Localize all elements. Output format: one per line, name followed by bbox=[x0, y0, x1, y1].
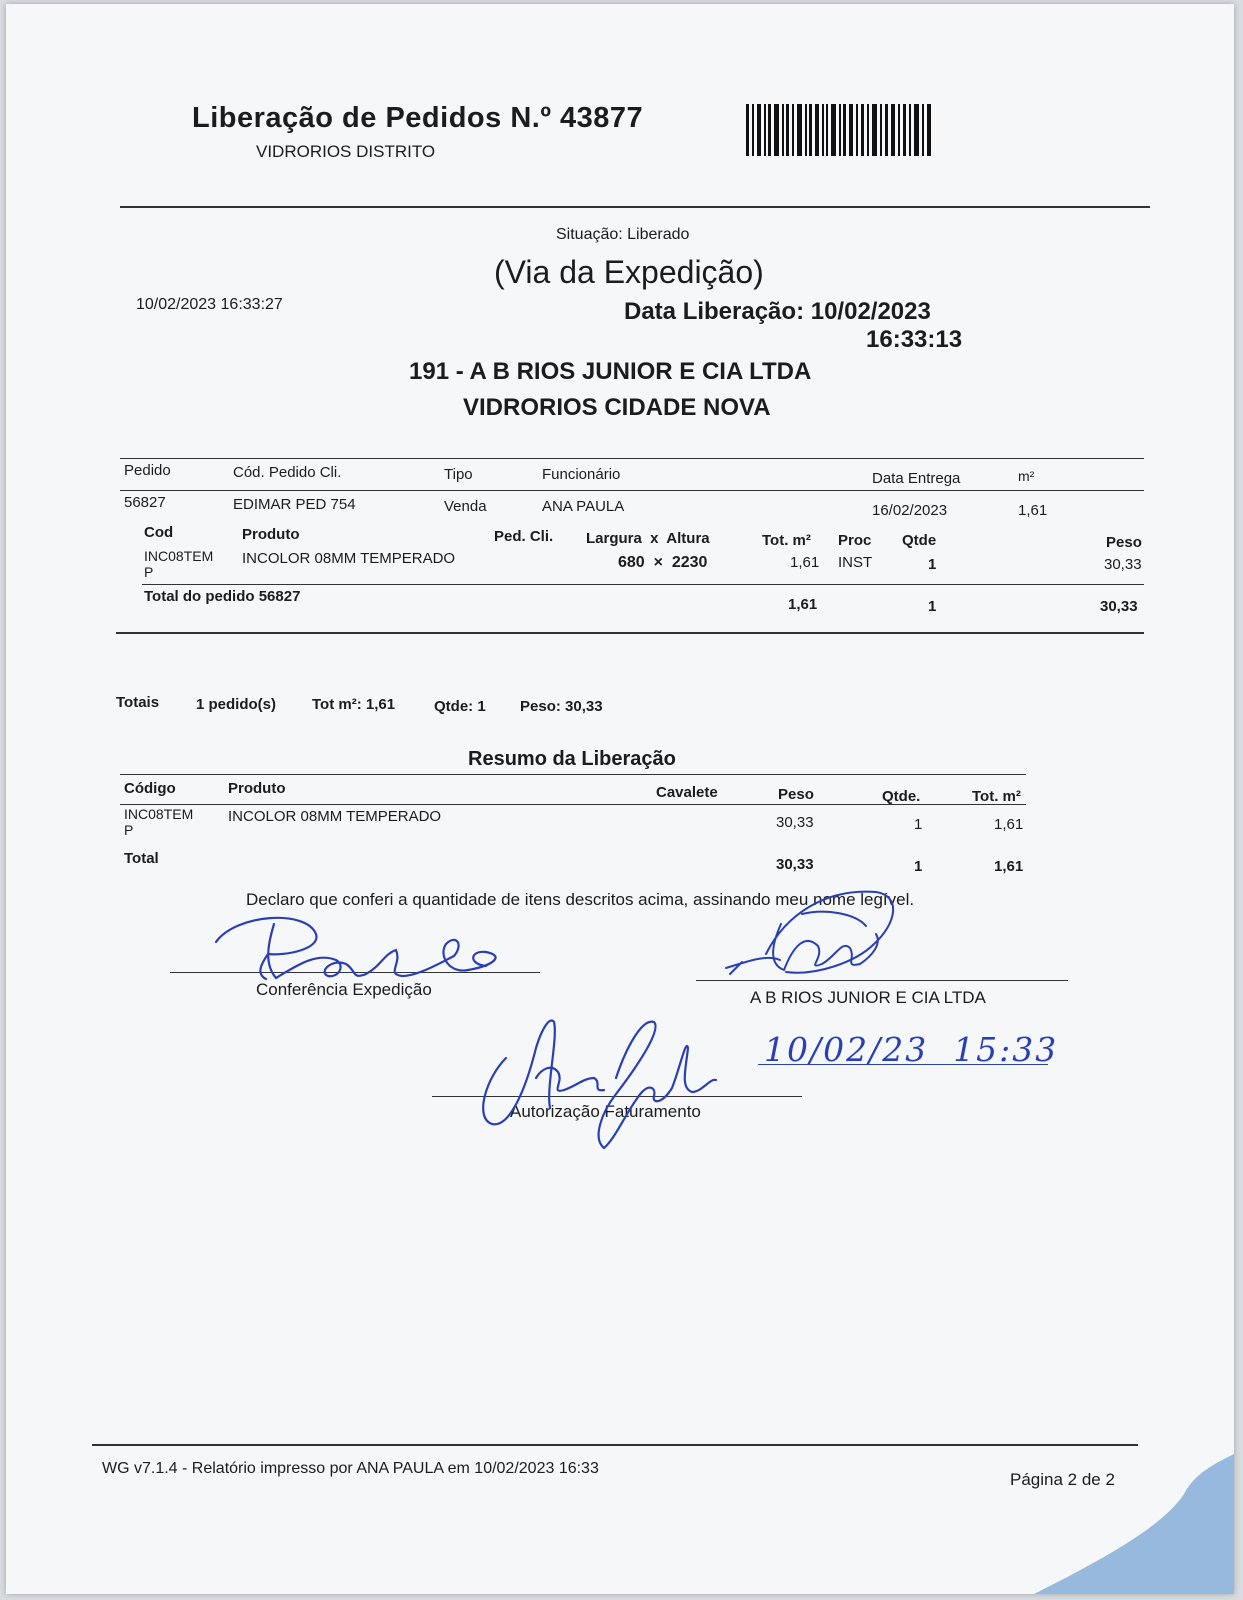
order-tipo: Venda bbox=[444, 498, 487, 515]
company-signature bbox=[706, 884, 906, 994]
order-total-label: Total do pedido 56827 bbox=[144, 588, 301, 605]
item-peso: 30,33 bbox=[1104, 556, 1142, 573]
conferencia-signature bbox=[206, 904, 526, 994]
release-date: Data Liberação: 10/02/2023 bbox=[624, 298, 931, 325]
company-signature-label: A B RIOS JUNIOR E CIA LTDA bbox=[750, 988, 986, 1007]
totals-peso: Peso: 30,33 bbox=[520, 698, 603, 715]
summary-col-produto: Produto bbox=[228, 780, 286, 797]
col-peso: Peso bbox=[1106, 534, 1142, 551]
footer-divider bbox=[92, 1444, 1138, 1446]
order-funcionario: ANA PAULA bbox=[542, 498, 625, 515]
order-cod-pedido-cli: EDIMAR PED 754 bbox=[233, 496, 356, 513]
document-page bbox=[6, 4, 1234, 1594]
company-name: VIDRORIOS DISTRITO bbox=[256, 142, 436, 161]
col-largura-altura: Largura x Altura bbox=[586, 530, 710, 547]
status-text: Situação: Liberado bbox=[556, 226, 690, 243]
summary-qtde: 1 bbox=[914, 816, 923, 833]
footer-printed-by: WG v7.1.4 - Relatório impresso por ANA PAULA em 10/02/2023 16:33 bbox=[102, 1460, 599, 1477]
summary-codigo-line2: P bbox=[124, 822, 134, 838]
order-m2: 1,61 bbox=[1018, 502, 1048, 519]
torn-corner bbox=[994, 1444, 1234, 1594]
order-pedido: 56827 bbox=[124, 494, 166, 511]
order-total-peso: 30,33 bbox=[1100, 598, 1138, 615]
summary-col-tot-m2: Tot. m² bbox=[972, 788, 1021, 805]
summary-col-peso: Peso bbox=[778, 786, 814, 803]
order-table-top-rule bbox=[120, 458, 1144, 459]
summary-codigo-line1: INC08TEM bbox=[124, 806, 194, 822]
col-cod-pedido-cli: Cód. Pedido Cli. bbox=[233, 464, 342, 481]
col-cod: Cod bbox=[144, 524, 174, 541]
summary-total-peso: 30,33 bbox=[776, 856, 814, 873]
barcode bbox=[746, 104, 931, 156]
order-table-header-rule bbox=[120, 490, 1144, 491]
summary-total-qtde: 1 bbox=[914, 858, 923, 875]
summary-col-cavalete: Cavalete bbox=[656, 784, 718, 801]
col-m2: m² bbox=[1018, 468, 1035, 484]
release-time: 16:33:13 bbox=[866, 326, 963, 353]
col-proc: Proc bbox=[838, 532, 872, 549]
header-divider bbox=[120, 206, 1150, 208]
totals-label: Totais bbox=[116, 694, 160, 711]
item-qtde: 1 bbox=[928, 556, 937, 573]
via-title: (Via da Expedição) bbox=[494, 254, 764, 290]
col-qtde: Qtde bbox=[902, 532, 937, 549]
item-cod-line1: INC08TEM bbox=[144, 548, 214, 564]
handwritten-date-underline bbox=[758, 1064, 1048, 1065]
summary-title: Resumo da Liberação bbox=[468, 748, 676, 770]
col-data-entrega: Data Entrega bbox=[872, 470, 961, 487]
conferencia-label: Conferência Expedição bbox=[256, 980, 432, 999]
item-proc: INST bbox=[838, 554, 873, 571]
item-dimensions: 680 × 2230 bbox=[618, 554, 708, 571]
col-produto: Produto bbox=[242, 526, 300, 543]
handwritten-date: 10/02/23 15:33 bbox=[764, 1030, 1059, 1069]
col-tipo: Tipo bbox=[444, 466, 473, 483]
summary-produto: INCOLOR 08MM TEMPERADO bbox=[228, 808, 442, 825]
footer-page-number: Página 2 de 2 bbox=[1010, 1470, 1115, 1489]
item-tot-m2: 1,61 bbox=[790, 554, 820, 571]
summary-col-qtde: Qtde. bbox=[882, 788, 921, 805]
summary-total-label: Total bbox=[124, 850, 159, 867]
summary-header-rule bbox=[120, 804, 1026, 805]
col-funcionario: Funcionário bbox=[542, 466, 621, 483]
summary-total-tot-m2: 1,61 bbox=[994, 858, 1024, 875]
col-tot-m2: Tot. m² bbox=[762, 532, 811, 549]
item-total-rule bbox=[142, 584, 1144, 585]
col-ped-cli: Ped. Cli. bbox=[494, 528, 554, 545]
order-data-entrega: 16/02/2023 bbox=[872, 502, 948, 519]
client-name: 191 - A B RIOS JUNIOR E CIA LTDA bbox=[409, 358, 812, 385]
item-produto: INCOLOR 08MM TEMPERADO bbox=[242, 550, 456, 567]
item-cod-line2: P bbox=[144, 564, 154, 580]
totals-pedidos: 1 pedido(s) bbox=[196, 696, 277, 713]
autorizacao-signature bbox=[466, 1008, 726, 1168]
client-store: VIDRORIOS CIDADE NOVA bbox=[463, 394, 771, 421]
document-title: Liberação de Pedidos N.º 43877 bbox=[192, 102, 644, 134]
order-total-m2: 1,61 bbox=[788, 596, 818, 613]
totals-m2: Tot m²: 1,61 bbox=[312, 696, 396, 713]
summary-peso: 30,33 bbox=[776, 814, 814, 831]
totals-qtde: Qtde: 1 bbox=[434, 698, 486, 715]
order-section-divider bbox=[116, 632, 1144, 634]
summary-top-rule bbox=[120, 774, 1026, 775]
declaration-text: Declaro que conferi a quantidade de itens descritos acima, assinando meu nome legível. bbox=[246, 890, 915, 909]
print-datetime: 10/02/2023 16:33:27 bbox=[136, 296, 283, 313]
summary-col-codigo: Código bbox=[124, 780, 176, 797]
order-total-qtde: 1 bbox=[928, 598, 937, 615]
autorizacao-label: Autorização Faturamento bbox=[510, 1102, 701, 1121]
summary-tot-m2: 1,61 bbox=[994, 816, 1024, 833]
col-pedido: Pedido bbox=[124, 462, 171, 479]
